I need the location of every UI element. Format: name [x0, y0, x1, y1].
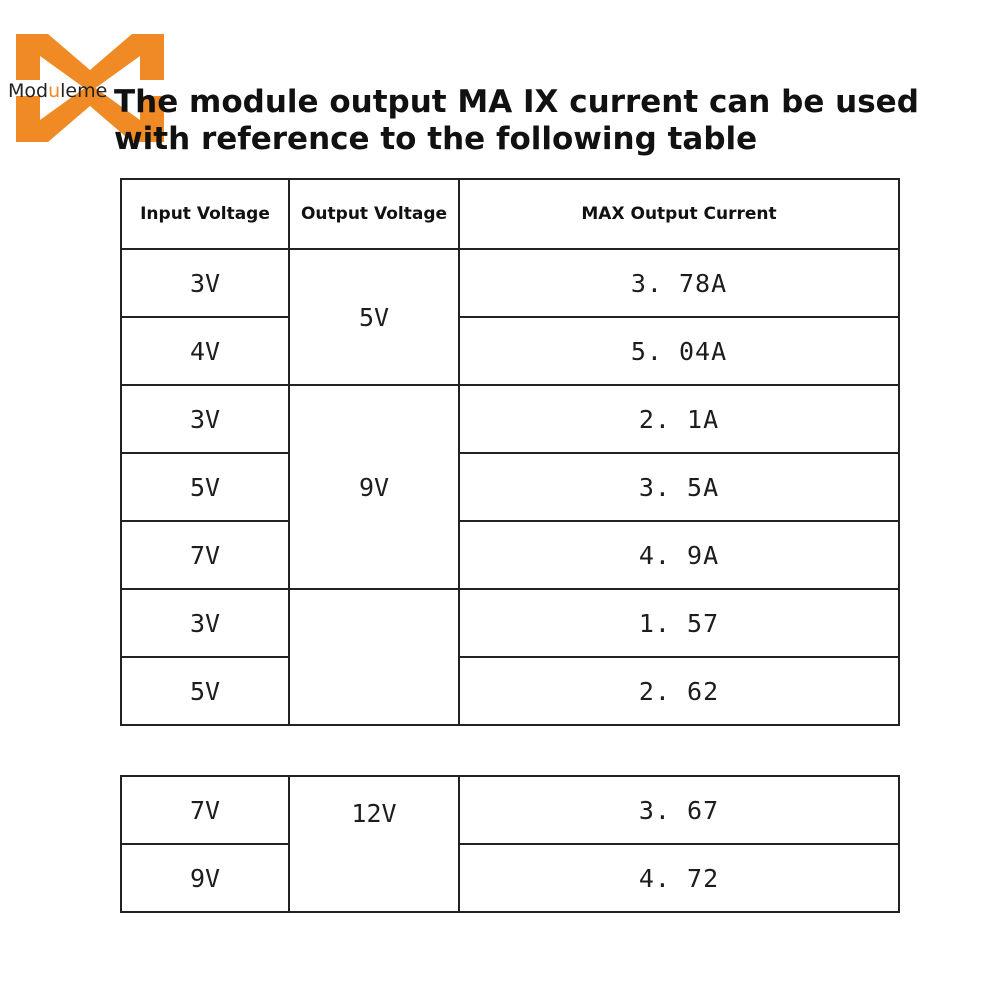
table-row — [121, 249, 899, 317]
header-output-voltage: Output Voltage — [289, 179, 459, 249]
max-current-cell: 2. 1A — [459, 385, 899, 453]
table-row — [121, 657, 899, 725]
input-voltage-cell: 7V — [121, 776, 289, 844]
max-current-cell: 2. 62 — [459, 657, 899, 725]
table-row — [121, 385, 899, 453]
output-voltage-cell: 12V — [289, 776, 459, 912]
current-reference-table-continued — [120, 775, 900, 913]
page-headline — [114, 84, 974, 158]
table-row — [121, 776, 899, 844]
max-current-cell: 4. 9A — [459, 521, 899, 589]
max-current-cell: 3. 67 — [459, 776, 899, 844]
max-current-cell: 3. 5A — [459, 453, 899, 521]
header-input-voltage: Input Voltage — [121, 179, 289, 249]
max-current-cell: 4. 72 — [459, 844, 899, 912]
current-reference-table — [120, 178, 900, 726]
input-voltage-cell: 3V — [121, 249, 289, 317]
input-voltage-cell: 7V — [121, 521, 289, 589]
max-current-cell: 1. 57 — [459, 589, 899, 657]
max-current-cell: 3. 78A — [459, 249, 899, 317]
headline-line-1: The module output MA IX current can be used — [114, 84, 919, 120]
table-row — [121, 844, 899, 912]
table-header-row — [121, 179, 899, 249]
input-voltage-cell: 4V — [121, 317, 289, 385]
max-current-cell: 5. 04A — [459, 317, 899, 385]
input-voltage-cell: 9V — [121, 844, 289, 912]
headline-line-2: with reference to the following table — [114, 121, 758, 157]
output-voltage-cell: 9V — [289, 385, 459, 589]
table-row — [121, 521, 899, 589]
table-row — [121, 589, 899, 657]
output-voltage-cell — [289, 589, 459, 725]
table-row — [121, 453, 899, 521]
input-voltage-cell: 5V — [121, 657, 289, 725]
logo-wordmark: Moduleme — [8, 80, 108, 102]
input-voltage-cell: 5V — [121, 453, 289, 521]
header-max-output-current: MAX Output Current — [459, 179, 899, 249]
input-voltage-cell: 3V — [121, 589, 289, 657]
input-voltage-cell: 3V — [121, 385, 289, 453]
table-row — [121, 317, 899, 385]
output-voltage-cell: 5V — [289, 249, 459, 385]
